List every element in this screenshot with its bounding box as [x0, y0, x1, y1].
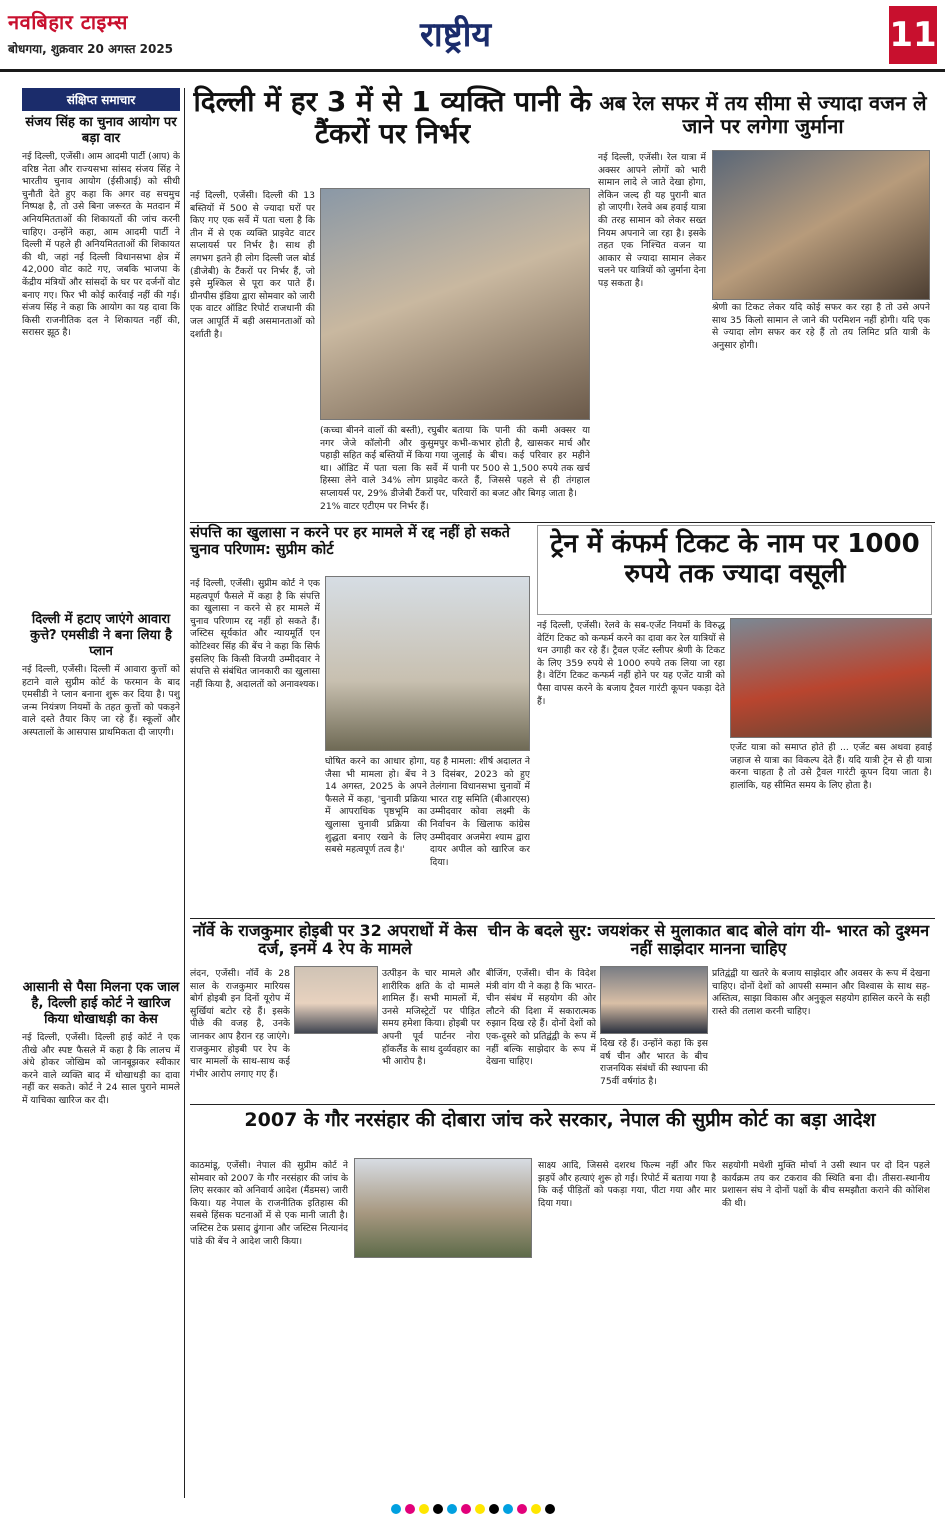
nepal-body-1: काठमांडू, एजेंसी। नेपाल की सुप्रीम कोर्ट ने सोमवार को 2007 के गौर नरसंहार की जांच के लिए सरकार को अनिवार्य आदेश (मैंडमस) जारी किया। यह नेपाल के राजनीतिक इतिहास की सबसे हिंसक घटनाओं में से एक मानी जाती है। जस्टिस टेक प्रसाद ढुंगाना और जस्टिस नित्यानंद पांडे की बेंच ने आदेश जारी किया। — [190, 1160, 348, 1247]
nepal-body-2: साक्ष्य आदि, जिससे दशरथ फिल्म नहीं और फिर झड़पें और हत्याएं शुरू हो गईं। रिपोर्ट में बताया गया है कि कई पीड़ितों को पकड़ा गया, पीटा गया और मार दिया गया। — [538, 1160, 716, 1209]
divider-1 — [190, 522, 935, 523]
sidebar — [22, 88, 180, 1493]
sc-photo — [325, 576, 530, 751]
tanker-photo — [320, 188, 590, 420]
norway-body-2: उत्पीड़न के चार मामले और शारीरिक क्षति के दो मामले शामिल हैं। सभी मामलों में, उनसे मजिस्ट्रेटों पर पीड़ित समय हमेशा किया। होइबी पर अपनी पूर्व पार्टनर नोरा हॉकलैंड के साथ दुर्व्यवहार का भी आरोप है। — [382, 968, 480, 1068]
sc-headline: संपत्ति का खुलासा न करने पर हर मामले में रद्द नहीं हो सकते चुनाव परिणाम: सुप्रीम कोर्ट — [190, 525, 510, 558]
sidebar-story-2: नई दिल्ली, एजेंसी। दिल्ली में आवारा कुत्तों को हटाने वाले सुप्रीम कोर्ट के फरमान के बाद एमसीडी ने प्लान बनाना शुरू कर दिया है। पशु जन्म नियंत्रण नियमों के तहत कुत्तों को पकड़ने वाले दस्ते तैयार किए जा रहे हैं। स्कूलों और अस्पतालों के आसपास प्राथमिकता दी जाएगी। — [22, 664, 180, 738]
nepal-headline: 2007 के गौर नरसंहार की दोबारा जांच करे सरकार, नेपाल की सुप्रीम कोर्ट का बड़ा आदेश — [244, 1109, 876, 1131]
nepal-photo — [354, 1158, 532, 1258]
rail-body-2: श्रेणी का टिकट लेकर यदि कोई सफर कर रहा है तो उसे अपने साथ 35 किलो सामान ले जाने की परमिशन नहीं होगी। यदि एक से ज्यादा लोग सफर कर रहे हैं तो तय लिमिट प्रति यात्री के अनुसार होगी। — [712, 302, 930, 351]
sc-body-3: यह है मामला: शीर्ष अदालत ने 3 दिसंबर, 2023 को हुए तेलंगाना विधानसभा चुनावों में भारत राष्ट्र समिति (बीआरएस) उम्मीदवार कोवा लक्ष्मी के निर्वाचन के खिलाफ कांग्रेस उम्मीदवार अजमेरा श्याम द्वारा दायर अपील को खारिज कर दिया। — [430, 756, 530, 868]
sidebar-story-3: नई दिल्ली, एजेंसी। दिल्ली हाई कोर्ट ने एक तीखे और स्पष्ट फैसले में कहा है कि लालच में अंधे होकर जोखिम को जानबूझकर स्वीकार करने वाले व्यक्ति बाद में धोखाधड़ी का दावा नहीं कर सकते। कोर्ट ने 24 साल पुराने मामले में याचिका खारिज कर दी। — [22, 1032, 180, 1106]
sidebar-headline-2: दिल्ली में हटाए जाएंगे आवारा कुत्ते? एमसीडी ने बना लिया है प्लान — [30, 612, 172, 659]
norway-body-1: लंदन, एजेंसी। नॉर्वे के 28 साल के राजकुमार मारियस बोर्ग होइबी इन दिनों यूरोप में सुर्खियां बटोर रहे हैं। इसके पीछे की वजह है, उनके जानकर आप हैरान रह जाएंगे। राजकुमार होइबी पर रेप के चार मामलों के साथ-साथ कई गंभीर आरोप लगाए गए हैं। — [190, 968, 290, 1080]
sc-body-2: घोषित करने का आधार होगा, जैसा भी मामला हो। बेंच ने 14 अगस्त, 2025 के अपने फैसले में कहा, 'चुनावी प्रक्रिया में आपराधिक पृष्ठभूमि का खुलासा चुनावी प्रक्रिया की शुद्धता बनाए रखने के लिए सबसे महत्वपूर्ण तत्व है।' — [325, 756, 427, 856]
norway-photo — [294, 966, 378, 1034]
china-photo — [600, 966, 708, 1034]
china-body-3: प्रतिद्वंद्वी या खतरे के बजाय साझेदार और अवसर के रूप में देखना चाहिए। दोनों देशों को आपसी सम्मान और विश्वास के साथ सह-अस्तित्व, साझा विकास और अनुकूल सहयोग हासिल करने के सही रास्ते की तलाश करनी चाहिए। — [712, 968, 930, 1017]
tanker-body-1: नई दिल्ली, एजेंसी। दिल्ली की 13 बस्तियों में 500 से ज्यादा घरों पर किए गए एक सर्वे में पता चला है कि तीन में से एक व्यक्ति प्राइवेट वाटर सप्लायर्स पर निर्भर है। साथ ही लगभग इतने ही लोग दिल्ली जल बोर्ड (डीजेबी) के टैंकरों पर निर्भर हैं, जो इसे मुश्किल से पूरा कर पाते हैं। ग्रीनपीस इंडिया द्वारा सोमवार को जारी एक वाटर ऑडिट रिपोर्ट राजधानी की जल आपूर्ति में बड़ी असमानताओं को दर्शाती है। — [190, 190, 315, 340]
sidebar-headline-1: संजय सिंह का चुनाव आयोग पर बड़ा वार — [25, 115, 177, 146]
rail-body-1: नई दिल्ली, एजेंसी। रेल यात्रा में अक्सर आपने लोगों को भारी सामान लादे ले जाते देखा होगा, लेकिन जल्द ही यह पुरानी बात हो जाएगी। रेलवे अब हवाई यात्रा की तरह सामान को लेकर सख्त नियम अपनाने जा रहा है। इसके तहत एक निश्चित वजन या आकार से ज्यादा सामान लेकर चलने पर यात्रियों को जुर्माना देना पड़ सकता है। — [598, 152, 706, 289]
tanker-body-2: (कच्चा बीनने वालों की बस्ती), रघुबीर नगर जेजे कॉलोनी और कुसुमपुर पहाड़ी सहित कई बस्तियों में किया गया था। ऑडिट में पता चला कि सर्वे में हिस्सा लेने वाले 34% लोग प्राइवेट सप्लायर्स पर, 29% डीजेबी टैंकरों पर, 21% वाटर एटीएम पर निर्भर हैं। — [320, 425, 448, 512]
column-divider — [184, 88, 185, 1498]
nepal-body-3: सहयोगी मधेशी मुक्ति मोर्चा ने उसी स्थान पर दो दिन पहले कार्यक्रम तय कर टकराव की स्थिति बना दी। तीसरा-स्थानीय प्रशासन संघ ने दोनों पक्षों के बीच समझौता कराने की कोशिश की थी। — [722, 1160, 930, 1209]
section-title: राष्ट्रीय — [420, 15, 492, 55]
dateline: बोधगया, शुक्रवार 20 अगस्त 2025 — [8, 42, 174, 56]
sidebar-story-1: नई दिल्ली, एजेंसी। आम आदमी पार्टी (आप) के वरिष्ठ नेता और राज्यसभा सांसद संजय सिंह ने भारतीय चुनाव आयोग (ईसीआई) को सीधी चुनौती देते हुए कहा कि अगर वह सचमुच निष्पक्ष है, तो उसे बिना जरूरत के मतदान में अनियमितताओं की शिकायतों की जांच करनी चाहिए। उन्होंने कहा, आम आदमी पार्टी ने दिल्ली में पहले ही अनियमितताओं की शिकायत की थी, जहां नई दिल्ली विधानसभा क्षेत्र में 42,000 वोट काटे गए, जबकि भाजपा के केंद्रीय मंत्रियों और सांसदों के घर पर दर्जनों वोट बनाए गए। फिर भी कोई कार्रवाई नहीं की गई। संजय सिंह ने कहा कि आयोग का यह दावा कि किसी राजनीतिक दल ने शिकायत नहीं की, सरासर झूठ है। — [22, 151, 180, 339]
newspaper-logo: नवबिहार टाइम्स — [8, 10, 128, 34]
china-body-1: बीजिंग, एजेंसी। चीन के विदेश मंत्री वांग यी ने कहा है कि भारत-चीन संबंध में सहयोग की ओर लौटने की दिशा में सकारात्मक रुझान दिख रहे हैं। दोनों देशों को एक-दूसरे को प्रतिद्वंद्वी के रूप में नहीं बल्कि साझेदार के रूप में देखना चाहिए। — [486, 968, 596, 1068]
divider-3 — [190, 1104, 935, 1105]
tanker-body-3: बताया कि पानी की कमी अक्सर या कभी-कभार होती है, खासकर मार्च और जुलाई के बीच। कई परिवार हर महीने पानी पर 500 से 1,500 रुपये तक खर्च करते हैं, जिससे पहले से ही तंगहाल परिवारों का बजट और बिगड़ जाता है। — [452, 425, 590, 499]
tanker-headline: दिल्ली में हर 3 में से 1 व्यक्ति पानी के टैंकरों पर निर्भर — [193, 85, 592, 151]
sidebar-label: संक्षिप्त समाचार — [22, 88, 180, 111]
norway-headline: नॉर्वे के राजकुमार होइबी पर 32 अपराधों में केस दर्ज, इनमें 4 रेप के मामले — [192, 921, 478, 959]
divider-2 — [190, 918, 935, 919]
ticket-photo — [730, 618, 932, 738]
registration-marks — [0, 1500, 945, 1518]
china-body-2: दिख रहे हैं। उन्होंने कहा कि इस वर्ष चीन और भारत के बीच राजनयिक संबंधों की स्थापना की 75वीं वर्षगांठ है। — [600, 1038, 708, 1087]
rail-photo — [712, 150, 930, 300]
page-number: 11 — [889, 6, 937, 64]
rail-headline: अब रेल सफर में तय सीमा से ज्यादा वजन ले जाने पर लगेगा जुर्माना — [599, 91, 927, 138]
masthead — [0, 0, 945, 72]
china-headline: चीन के बदले सुर: जयशंकर से मुलाकात बाद बोले वांग यी- भारत को दुश्मन नहीं साझेदार मानना चाहिए — [487, 921, 930, 959]
ticket-body-2: एजेंट यात्रा को समाप्त होते ही ... एजेंट बस अथवा हवाई जहाज से यात्रा का विकल्प देते हैं। यदि यात्री ट्रेन से ही यात्रा करना चाहता है तो उसे ट्रैवल गारंटी कूपन दिया जाता है। हालांकि, यह सीमित समय के लिए होता है। — [730, 742, 932, 791]
sc-body-1: नई दिल्ली, एजेंसी। सुप्रीम कोर्ट ने एक महत्वपूर्ण फैसले में कहा है कि संपत्ति का खुलासा न करने से हर मामले में चुनाव परिणाम रद्द नहीं हो सकते हैं। जस्टिस सूर्यकांत और न्यायमूर्ति एन कोटिश्वर सिंह की बेंच ने कहा कि सिर्फ इसलिए कि किसी विजयी उम्मीदवार ने संपत्ति से संबंधित जानकारी का खुलासा नहीं किया है, अदालतों को अनावश्यक। — [190, 578, 320, 690]
ticket-headline: ट्रेन में कंफर्म टिकट के नाम पर 1000 रुपये तक ज्यादा वसूली — [550, 529, 920, 589]
sidebar-headline-3: आसानी से पैसा मिलना एक जाल है, दिल्ली हाई कोर्ट ने खारिज किया धोखाधड़ी का केस — [22, 980, 180, 1027]
ticket-body-1: नई दिल्ली, एजेंसी। रेलवे के सब-एजेंट नियमों के विरुद्ध वेटिंग टिकट को कन्फर्म करने का दावा कर रेल यात्रियों से धन उगाही कर रहे हैं। ट्रैवल एजेंट स्लीपर श्रेणी के टिकट के लिए 359 रुपये से 1000 रुपये तक लिया जा रहा है। वेटिंग टिकट कन्फर्म नहीं होने पर यह एजेंट यात्री को पैसा वापस करने के बजाय ट्रैवल गारंटी कूपन पकड़ा देते हैं। — [537, 620, 725, 707]
